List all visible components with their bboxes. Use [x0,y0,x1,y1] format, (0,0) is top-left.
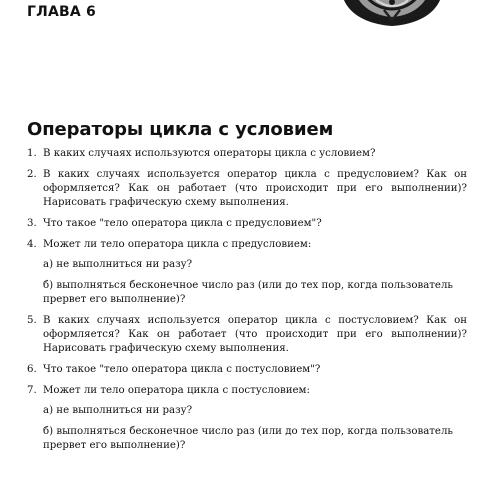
question-text: В каких случаях используется оператор цикла с постусловием? Как он оформляется? Как он работает (что происходит при его выполнении)? Нарисовать графическую схему выполнения. [43,315,467,354]
question-number: 5. [27,315,37,326]
question-item [27,363,467,377]
question-number: 7. [27,385,37,396]
question-text: Может ли тело оператора цикла с постусловием: [43,385,310,396]
section-title: Операторы цикла с условием [27,119,334,140]
question-subitem: б) выполняться бесконечное число раз (или до тех пор, когда пользователь прервет его выполнение)? [43,280,453,305]
question-number: 2. [27,169,37,180]
chapter-emblem-icon [336,0,448,30]
question-text: Что такое "тело оператора цикла с постусловием"? [43,364,321,375]
question-text: В каких случаях используется оператор цикла с предусловием? Как он оформляется? Как он работает (что происходит при его выполнении)? Нарисовать графическую схему выполнения. [43,169,467,208]
question-item [27,238,467,307]
question-item [27,217,467,231]
question-item [27,147,467,161]
questions-list [27,147,467,460]
question-subitem: а) не выполниться ни разу? [43,259,193,270]
question-subitem: б) выполняться бесконечное число раз (или до тех пор, когда пользователь прервет его выполнение)? [43,426,453,451]
question-item [27,168,467,210]
question-item [27,384,467,453]
question-text: В каких случаях используются операторы цикла с условием? [43,148,376,159]
question-subitem: а) не выполниться ни разу? [43,405,193,416]
question-number: 3. [27,218,37,229]
question-number: 1. [27,148,37,159]
question-text: Может ли тело оператора цикла с предусловием: [43,239,312,250]
chapter-label: ГЛАВА 6 [27,4,96,20]
question-number: 6. [27,364,37,375]
question-text: Что такое "тело оператора цикла с предусловием"? [43,218,322,229]
question-number: 4. [27,239,37,250]
question-item [27,314,467,356]
